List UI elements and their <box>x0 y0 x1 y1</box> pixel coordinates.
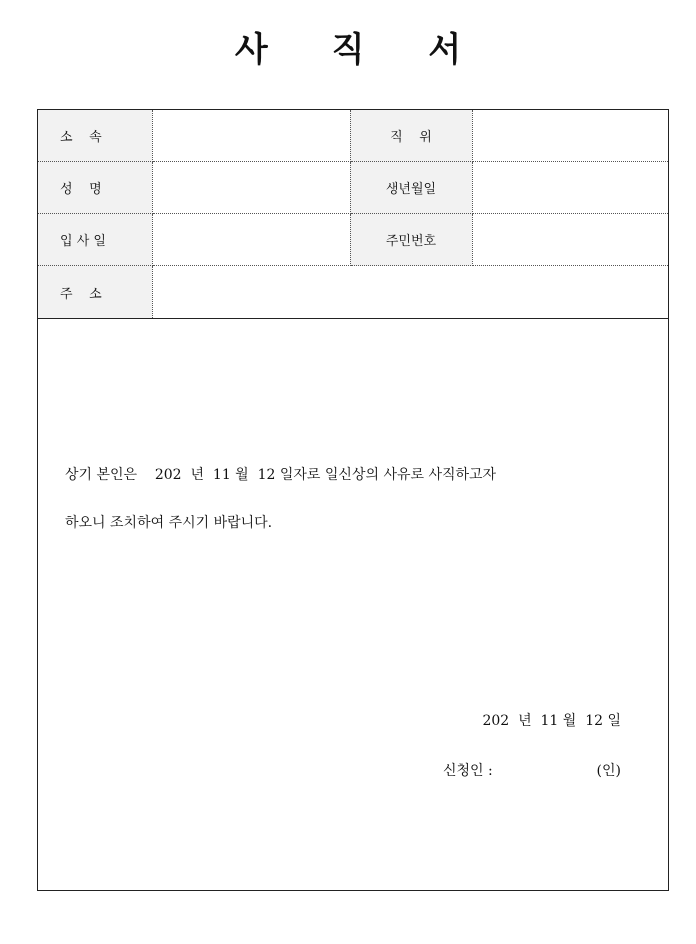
name-field[interactable] <box>152 162 350 214</box>
hire-date-label: 입 사 일 <box>38 214 152 266</box>
position-label: 직 위 <box>350 110 472 162</box>
applicant-label: 신청인 : <box>443 763 493 779</box>
affiliation-label: 소 속 <box>38 110 152 162</box>
affiliation-field[interactable] <box>152 110 350 162</box>
birthdate-field[interactable] <box>472 162 668 214</box>
resident-number-label: 주민번호 <box>350 214 472 266</box>
position-field[interactable] <box>472 110 668 162</box>
resident-number-field[interactable] <box>472 214 668 266</box>
table-row <box>38 266 668 319</box>
document-title: 사 직 서 <box>234 30 488 70</box>
applicant-info-table <box>38 110 668 319</box>
statement-line-1: 상기 본인은 202 년 11 월 12 일자로 일신상의 사유로 사직하고자 <box>65 467 497 483</box>
submission-date: 202 년 11 월 12 일 <box>482 713 621 729</box>
seal-mark: (인) <box>596 763 621 779</box>
statement-line-2: 하오니 조치하여 주시기 바랍니다. <box>65 515 273 531</box>
resignation-form <box>37 109 669 891</box>
address-label: 주 소 <box>38 266 152 319</box>
hire-date-field[interactable] <box>152 214 350 266</box>
birthdate-label: 생년월일 <box>350 162 472 214</box>
table-row <box>38 214 668 266</box>
table-row <box>38 110 668 162</box>
address-field[interactable] <box>152 266 668 319</box>
table-row <box>38 162 668 214</box>
name-label: 성 명 <box>38 162 152 214</box>
